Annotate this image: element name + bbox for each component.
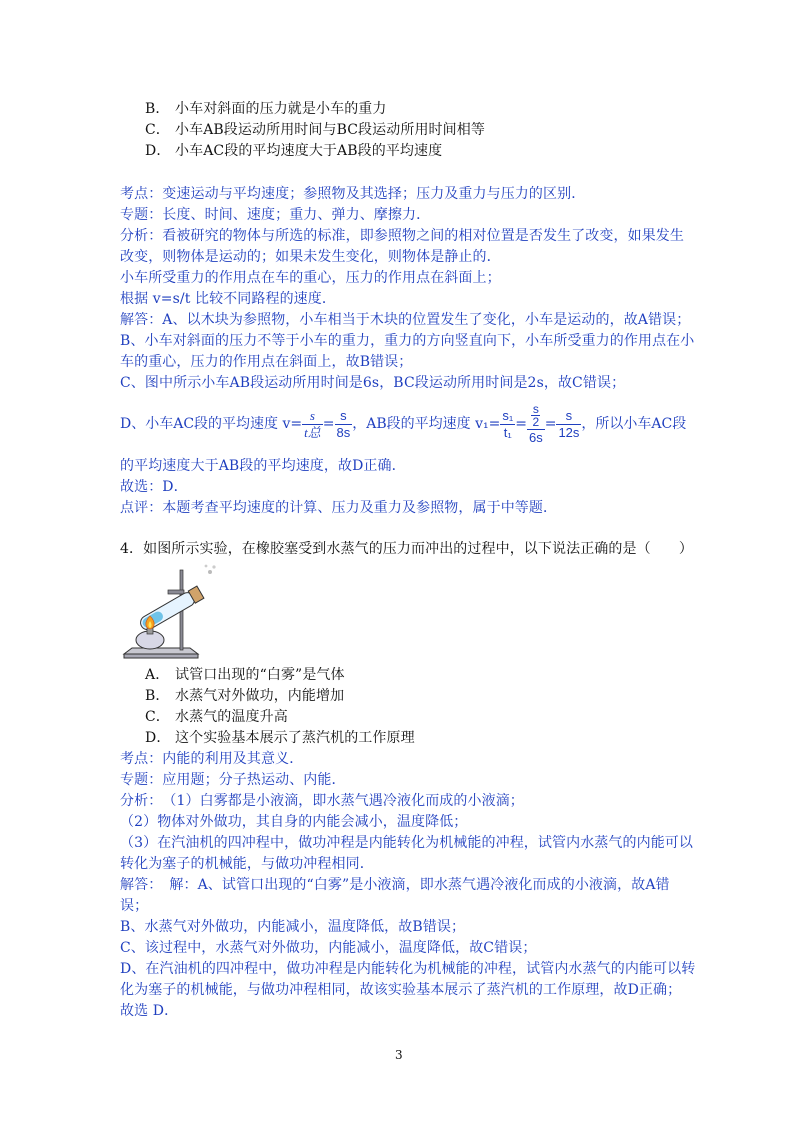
inner-denominator: 2 xyxy=(532,415,540,429)
equals-sign: = xyxy=(544,416,557,432)
fraction-compound xyxy=(527,403,545,445)
q3-jieda-a: 解答：A、以木块为参照物，小车相当于木块的位置发生了变化，小车是运动的，故A错误； xyxy=(120,312,691,328)
q3-jieda-b1: B、小车对斜面的压力不等于小车的重力，重力的方向竖直向下，小车所受重力的作用点在小 xyxy=(120,333,695,349)
apparatus-figure xyxy=(120,562,220,662)
q4-jieda-3: B、水蒸气对外做功，内能减小，温度降低，故B错误； xyxy=(120,919,466,935)
option-letter: B． xyxy=(145,101,170,117)
fraction-numerator: s₁ xyxy=(502,407,514,423)
q4-stem: 4．如图所示实验，在橡胶塞受到水蒸气的压力而冲出的过程中，以下说法正确的是（ ） xyxy=(120,541,694,557)
q3-jieda-d2: 的平均速度大于AB段的平均速度，故D正确． xyxy=(120,458,406,474)
inner-numerator: s xyxy=(532,402,539,416)
q4-fenxi-4: 转化为塞子的机械能，与做功冲程相同． xyxy=(120,856,374,872)
q3-fenxi-2: 改变，则物体是运动的；如果未发生变化，则物体是静止的． xyxy=(120,249,501,265)
q3-jieda-b2: 车的重心，压力的作用点在斜面上，故B错误； xyxy=(120,354,413,370)
q4-fenxi-2: （2）物体对外做功，其自身的内能会减小，温度降低； xyxy=(120,814,468,830)
fraction-numerator: s xyxy=(565,407,573,423)
q4-jieda-5: D、在汽油机的四冲程中，做功冲程是内能转化为机械能的冲程，试管内水蒸气的内能可以转 xyxy=(120,961,696,977)
option-letter: C． xyxy=(145,709,170,725)
eq-text-2: ，AB段的平均速度 v₁= xyxy=(352,416,501,432)
q3-jieda-c: C、图中所示小车AB段运动所用时间是6s，BC段运动所用时间是2s，故C错误； xyxy=(120,375,626,391)
option-text: 水蒸气对外做功，内能增加 xyxy=(175,688,345,704)
q3-guxuan: 故选：D． xyxy=(120,479,188,495)
q4-jieda-2: 误； xyxy=(120,898,149,914)
q3-option-b xyxy=(145,99,710,119)
fraction-denominator: t₁ xyxy=(500,424,515,440)
q4-jieda-1: 解答： 解：A、试管口出现的“白雾”是小液滴，即水蒸气遇冷液化而成的小液滴，故A错 xyxy=(120,877,670,893)
fraction-numerator: s xyxy=(309,407,315,423)
q4-option-a xyxy=(145,665,710,685)
q4-jieda-7: 故选 D． xyxy=(120,1003,179,1019)
option-text: 这个实验基本展示了蒸汽机的工作原理 xyxy=(175,730,415,746)
q4-kaodian: 考点：内能的利用及其意义． xyxy=(120,751,304,767)
q3-dianping: 点评：本题考查平均速度的计算、压力及重力及参照物，属于中等题． xyxy=(120,500,558,516)
q4-option-c xyxy=(145,707,710,727)
option-text: 试管口出现的“白雾”是气体 xyxy=(175,667,345,683)
fraction-numerator xyxy=(527,403,545,429)
q4-zhuanti: 专题：应用题；分子热运动、内能． xyxy=(120,772,346,788)
q4-fenxi-1: 分析： （1）白雾都是小液滴，即水蒸气遇冷液化而成的小液滴； xyxy=(120,793,524,809)
option-text: 水蒸气的温度升高 xyxy=(175,709,288,725)
equals-sign: = xyxy=(515,416,527,432)
eq-text-3: ，所以小车AC段 xyxy=(581,416,687,432)
fraction-denominator: 6s xyxy=(528,430,543,445)
q4-jieda-4: C、该过程中，水蒸气对外做功，内能减小，温度降低，故C错误； xyxy=(120,940,537,956)
option-letter: D． xyxy=(145,730,171,746)
equals-sign: = xyxy=(322,416,335,432)
q3-fenxi-1: 分析：看被研究的物体与所选的标准，即参照物之间的相对位置是否发生了改变，如果发生 xyxy=(120,228,684,244)
q3-fenxi-3: 小车所受重力的作用点在车的重心，压力的作用点在斜面上； xyxy=(120,270,501,286)
q3-jieda-d-equation xyxy=(120,399,690,449)
q4-option-b xyxy=(145,686,710,706)
option-letter: D． xyxy=(145,143,171,159)
q3-option-c xyxy=(145,120,710,140)
option-text: 小车AC段的平均速度大于AB段的平均速度 xyxy=(175,143,443,159)
fraction-denominator: t总 xyxy=(304,424,321,440)
option-text: 小车AB段运动所用时间与BC段运动所用时间相等 xyxy=(175,122,485,138)
fraction-denominator: 8s xyxy=(336,424,351,440)
eq-text-1: D、小车AC段的平均速度 v= xyxy=(120,416,303,432)
q3-zhuanti: 专题：长度、时间、速度；重力、弹力、摩擦力． xyxy=(120,207,431,223)
test-tube-heating-icon xyxy=(120,562,220,662)
option-letter: A． xyxy=(145,667,170,683)
option-letter: C． xyxy=(145,122,170,138)
q4-option-d xyxy=(145,728,710,748)
q3-option-d xyxy=(145,141,710,161)
inner-fraction xyxy=(531,403,540,428)
q4-jieda-6: 化为塞子的机械能，与做功冲程相同，故该实验基本展示了蒸汽机的工作原理，故D正确； xyxy=(120,982,682,998)
q3-fenxi-4: 根据 v=s/t 比较不同路程的速度． xyxy=(120,291,336,307)
fraction-s1-over-t1 xyxy=(500,409,515,440)
q3-kaodian: 考点：变速运动与平均速度；参照物及其选择；压力及重力与压力的区别． xyxy=(120,186,586,202)
fraction-s-over-12s xyxy=(556,409,581,440)
page-number: 3 xyxy=(395,1048,403,1062)
fraction-numerator: s xyxy=(340,407,347,423)
option-letter: B． xyxy=(145,688,170,704)
fraction-s-over-8s xyxy=(335,409,353,440)
fraction-denominator: 12s xyxy=(558,424,580,440)
option-text: 小车对斜面的压力就是小车的重力 xyxy=(175,101,387,117)
q4-fenxi-3: （3）在汽油机的四冲程中，做功冲程是内能转化为机械能的冲程，试管内水蒸气的内能可以 xyxy=(120,835,694,851)
fraction-s-over-t xyxy=(302,409,323,440)
